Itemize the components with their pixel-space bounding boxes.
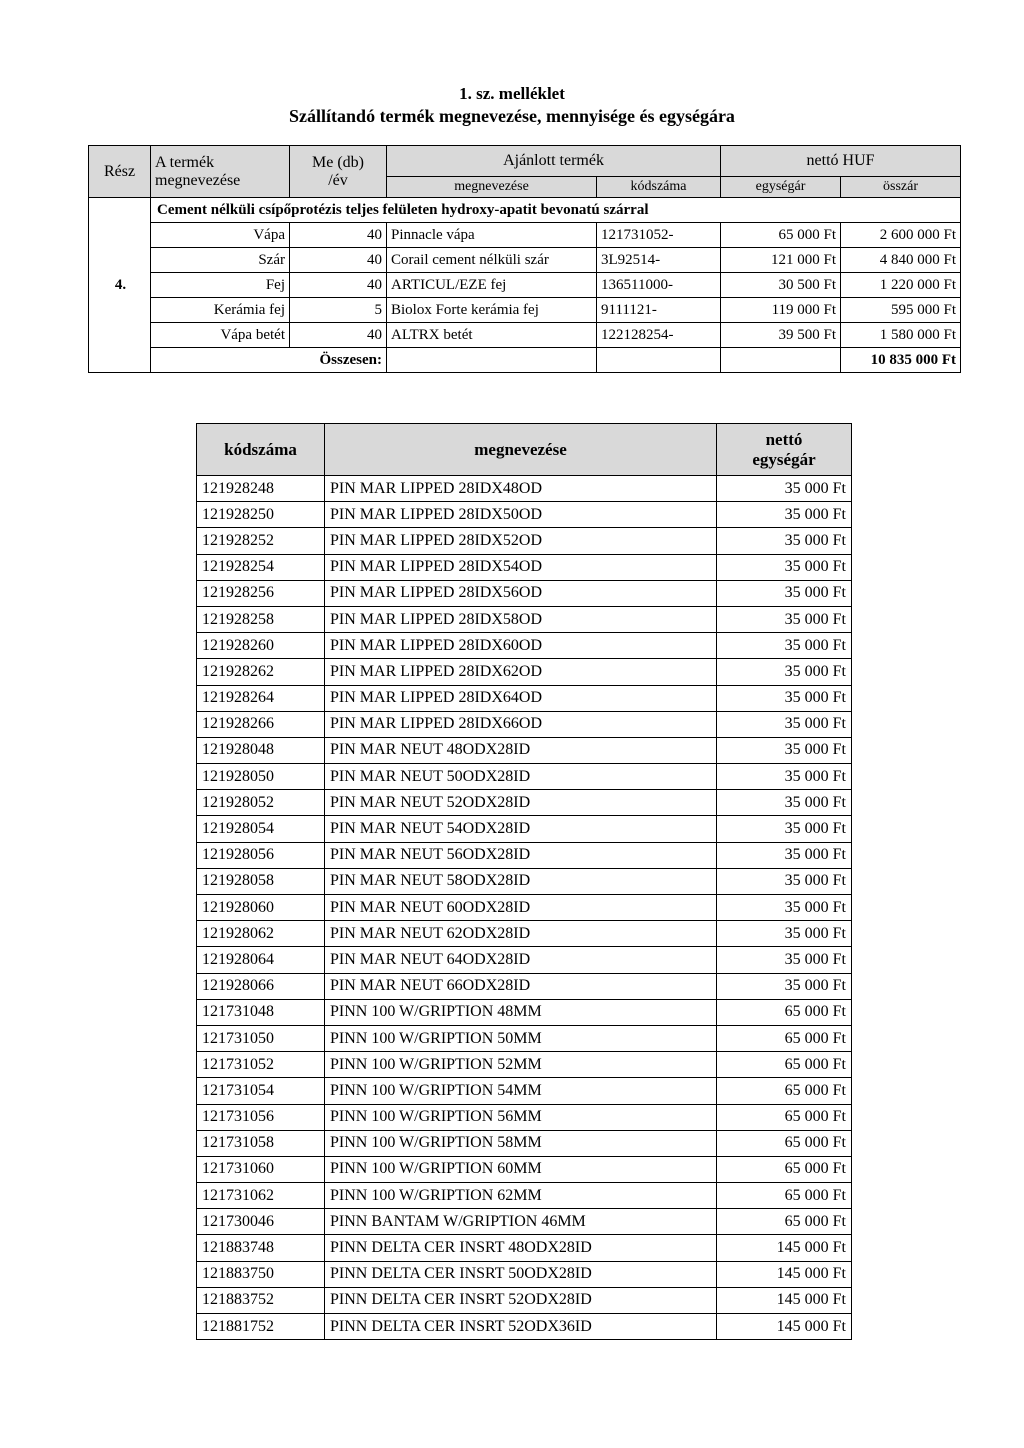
table-row: [197, 502, 852, 528]
product-code: 121928254: [197, 554, 325, 580]
product-name: PINN DELTA CER INSRT 48ODX28ID: [325, 1235, 717, 1261]
product-code: 121731056: [197, 1104, 325, 1130]
unit-price: 65 000 Ft: [717, 1156, 852, 1182]
table-row: [197, 816, 852, 842]
product-name: PIN MAR LIPPED 28IDX58OD: [325, 606, 717, 632]
document-title: Szállítandó termék megnevezése, mennyisége és egységára: [289, 106, 735, 126]
product-name: PIN MAR LIPPED 28IDX60OD: [325, 633, 717, 659]
product-code: 121928058: [197, 868, 325, 894]
unit-price: 119 000 Ft: [721, 298, 841, 323]
product-code: 121928064: [197, 947, 325, 973]
product-type: Szár: [151, 248, 290, 273]
product-code: 121928060: [197, 895, 325, 921]
empty-cell: [597, 348, 721, 373]
empty-cell: [721, 348, 841, 373]
product-name: PIN MAR LIPPED 28IDX56OD: [325, 580, 717, 606]
attachment-number: 1. sz. melléklet: [459, 84, 565, 103]
table-row: [197, 1287, 852, 1313]
unit-price: 35 000 Ft: [717, 895, 852, 921]
unit-price: 65 000 Ft: [717, 1052, 852, 1078]
product-name: PIN MAR LIPPED 28IDX54OD: [325, 554, 717, 580]
header-price-line2: egységár: [752, 449, 816, 469]
unit-price: 35 000 Ft: [717, 580, 852, 606]
unit-price: 35 000 Ft: [717, 476, 852, 502]
quantity: 40: [290, 248, 387, 273]
header-price: [717, 424, 852, 476]
unit-price: 39 500 Ft: [721, 323, 841, 348]
table-row: [197, 685, 852, 711]
unit-price: 35 000 Ft: [717, 790, 852, 816]
table-row: [197, 1104, 852, 1130]
product-code: 121731062: [197, 1183, 325, 1209]
unit-price: 35 000 Ft: [717, 842, 852, 868]
product-code: 121883752: [197, 1287, 325, 1313]
product-name: PINN 100 W/GRIPTION 50MM: [325, 1025, 717, 1051]
unit-price: 145 000 Ft: [717, 1235, 852, 1261]
table-row: [197, 580, 852, 606]
product-name: PINN 100 W/GRIPTION 56MM: [325, 1104, 717, 1130]
unit-price: 30 500 Ft: [721, 273, 841, 298]
unit-price: 65 000 Ft: [717, 1104, 852, 1130]
unit-price: 35 000 Ft: [717, 816, 852, 842]
resz-number: 4.: [89, 198, 151, 373]
product-name: PIN MAR NEUT 60ODX28ID: [325, 895, 717, 921]
unit-price: 35 000 Ft: [717, 685, 852, 711]
total-label: Összesen:: [151, 348, 387, 373]
unit-price: 65 000 Ft: [717, 999, 852, 1025]
table-row: [197, 842, 852, 868]
product-code: 121928056: [197, 842, 325, 868]
product-name: PIN MAR NEUT 54ODX28ID: [325, 816, 717, 842]
header-name: megnevezése: [325, 424, 717, 476]
table-row: [197, 528, 852, 554]
product-code: 122128254-: [597, 323, 721, 348]
unit-price: 35 000 Ft: [717, 606, 852, 632]
total-price: 1 580 000 Ft: [841, 323, 961, 348]
table-row: [89, 298, 961, 323]
product-code: 121928062: [197, 921, 325, 947]
product-name: PINN DELTA CER INSRT 52ODX36ID: [325, 1314, 717, 1340]
table-row: [197, 633, 852, 659]
product-code: 121928258: [197, 606, 325, 632]
unit-price: 35 000 Ft: [717, 921, 852, 947]
table-row: [197, 737, 852, 763]
table-row: [197, 895, 852, 921]
unit-price: 35 000 Ft: [717, 554, 852, 580]
product-code: 9111121-: [597, 298, 721, 323]
product-name: PIN MAR LIPPED 28IDX64OD: [325, 685, 717, 711]
product-name: Corail cement nélküli szár: [387, 248, 597, 273]
unit-price: 65 000 Ft: [717, 1183, 852, 1209]
product-name: PIN MAR LIPPED 28IDX50OD: [325, 502, 717, 528]
product-code: 121731052-: [597, 223, 721, 248]
header-me-line1: Me (db): [312, 153, 364, 171]
product-code: 121928264: [197, 685, 325, 711]
table-row: [89, 273, 961, 298]
product-code: 121928054: [197, 816, 325, 842]
product-name: Pinnacle vápa: [387, 223, 597, 248]
product-code: 121928050: [197, 764, 325, 790]
product-code: 121881752: [197, 1314, 325, 1340]
unit-price: 35 000 Ft: [717, 973, 852, 999]
unit-price: 35 000 Ft: [717, 711, 852, 737]
table-row: [89, 248, 961, 273]
quantity: 5: [290, 298, 387, 323]
product-name: PINN 100 W/GRIPTION 62MM: [325, 1183, 717, 1209]
unit-price: 35 000 Ft: [717, 659, 852, 685]
total-price: 1 220 000 Ft: [841, 273, 961, 298]
table-row: [197, 999, 852, 1025]
product-type: Vápa betét: [151, 323, 290, 348]
table-row: [197, 868, 852, 894]
unit-price: 121 000 Ft: [721, 248, 841, 273]
table-row: [197, 947, 852, 973]
product-name: PIN MAR LIPPED 28IDX48OD: [325, 476, 717, 502]
product-code: 121928252: [197, 528, 325, 554]
product-name: PIN MAR NEUT 66ODX28ID: [325, 973, 717, 999]
product-code: 121883748: [197, 1235, 325, 1261]
unit-price: 35 000 Ft: [717, 502, 852, 528]
total-price: 595 000 Ft: [841, 298, 961, 323]
header-netto-huf: nettó HUF: [721, 146, 961, 177]
header-egysegar: egységár: [721, 177, 841, 198]
product-code: 121928250: [197, 502, 325, 528]
product-code: 121883750: [197, 1261, 325, 1287]
product-type: Vápa: [151, 223, 290, 248]
product-code: 121928262: [197, 659, 325, 685]
product-code: 121730046: [197, 1209, 325, 1235]
header-me: [290, 146, 387, 198]
header-price-line1: nettó: [765, 429, 803, 449]
product-code: 121928248: [197, 476, 325, 502]
table-row: [197, 1314, 852, 1340]
product-name: PIN MAR NEUT 56ODX28ID: [325, 842, 717, 868]
product-name: PIN MAR NEUT 48ODX28ID: [325, 737, 717, 763]
header-me-line2: /év: [328, 171, 348, 189]
header-osszar: összár: [841, 177, 961, 198]
unit-price: 35 000 Ft: [717, 868, 852, 894]
unit-price: 65 000 Ft: [717, 1209, 852, 1235]
product-code: 121731060: [197, 1156, 325, 1182]
product-code: 121731058: [197, 1130, 325, 1156]
quantity: 40: [290, 323, 387, 348]
product-name: PINN 100 W/GRIPTION 58MM: [325, 1130, 717, 1156]
table-row: [197, 1261, 852, 1287]
table-row: [197, 1235, 852, 1261]
product-name: PIN MAR LIPPED 28IDX52OD: [325, 528, 717, 554]
product-code: 121731050: [197, 1025, 325, 1051]
product-code: 121731054: [197, 1078, 325, 1104]
product-name: PIN MAR LIPPED 28IDX66OD: [325, 711, 717, 737]
unit-price: 35 000 Ft: [717, 764, 852, 790]
product-type: Kerámia fej: [151, 298, 290, 323]
unit-price: 35 000 Ft: [717, 737, 852, 763]
grand-total: 10 835 000 Ft: [841, 348, 961, 373]
product-code-list-table: [196, 423, 852, 1340]
product-code: 121928266: [197, 711, 325, 737]
table-row: [197, 554, 852, 580]
product-name: PINN 100 W/GRIPTION 48MM: [325, 999, 717, 1025]
product-code: 3L92514-: [597, 248, 721, 273]
product-code: 121928260: [197, 633, 325, 659]
table-row: [197, 659, 852, 685]
product-code: 136511000-: [597, 273, 721, 298]
table-row: [197, 790, 852, 816]
unit-price: 145 000 Ft: [717, 1261, 852, 1287]
table-row: [197, 1025, 852, 1051]
category-title: Cement nélküli csípőprotézis teljes felületen hydroxy-apatit bevonatú szárral: [151, 198, 961, 223]
unit-price: 35 000 Ft: [717, 528, 852, 554]
product-name: PINN DELTA CER INSRT 50ODX28ID: [325, 1261, 717, 1287]
table-row: [197, 973, 852, 999]
product-name: PIN MAR NEUT 50ODX28ID: [325, 764, 717, 790]
table-row: [197, 1078, 852, 1104]
table-row: [197, 1052, 852, 1078]
total-price: 2 600 000 Ft: [841, 223, 961, 248]
total-row: [89, 348, 961, 373]
product-name: PIN MAR NEUT 64ODX28ID: [325, 947, 717, 973]
unit-price: 65 000 Ft: [721, 223, 841, 248]
product-name: PINN DELTA CER INSRT 52ODX28ID: [325, 1287, 717, 1313]
header-code: kódszáma: [197, 424, 325, 476]
unit-price: 35 000 Ft: [717, 633, 852, 659]
product-name: PIN MAR NEUT 58ODX28ID: [325, 868, 717, 894]
product-name: ALTRX betét: [387, 323, 597, 348]
product-name: PINN 100 W/GRIPTION 54MM: [325, 1078, 717, 1104]
total-price: 4 840 000 Ft: [841, 248, 961, 273]
product-name: Biolox Forte kerámia fej: [387, 298, 597, 323]
table-row: [89, 323, 961, 348]
product-name: PINN 100 W/GRIPTION 60MM: [325, 1156, 717, 1182]
table-row: [197, 1209, 852, 1235]
product-code: 121928066: [197, 973, 325, 999]
header-kodszama: kódszáma: [597, 177, 721, 198]
table-row: [197, 606, 852, 632]
header-megnevezese: megnevezése: [387, 177, 597, 198]
header-termek-line2: megnevezése: [155, 171, 241, 189]
table-row: [197, 1156, 852, 1182]
unit-price: 65 000 Ft: [717, 1130, 852, 1156]
table-row: [197, 1183, 852, 1209]
unit-price: 145 000 Ft: [717, 1287, 852, 1313]
product-code: 121928052: [197, 790, 325, 816]
unit-price: 65 000 Ft: [717, 1078, 852, 1104]
table-row: [197, 764, 852, 790]
product-list-body: [197, 476, 852, 1340]
quantity: 40: [290, 223, 387, 248]
header-termek-line1: A termék: [155, 153, 215, 171]
product-name: ARTICUL/EZE fej: [387, 273, 597, 298]
product-code: 121928256: [197, 580, 325, 606]
offer-summary-table: [88, 145, 961, 373]
unit-price: 145 000 Ft: [717, 1314, 852, 1340]
product-name: PINN 100 W/GRIPTION 52MM: [325, 1052, 717, 1078]
header-ajanlott: Ajánlott termék: [387, 146, 721, 177]
empty-cell: [387, 348, 597, 373]
product-code: 121731048: [197, 999, 325, 1025]
table-row: [197, 476, 852, 502]
header-termek: [151, 146, 290, 198]
product-code: 121731052: [197, 1052, 325, 1078]
unit-price: 35 000 Ft: [717, 947, 852, 973]
header-resz: Rész: [89, 146, 151, 198]
unit-price: 65 000 Ft: [717, 1025, 852, 1051]
product-name: PIN MAR NEUT 52ODX28ID: [325, 790, 717, 816]
product-code: 121928048: [197, 737, 325, 763]
product-type: Fej: [151, 273, 290, 298]
table-row: [197, 921, 852, 947]
product-name: PIN MAR LIPPED 28IDX62OD: [325, 659, 717, 685]
table-row: [197, 1130, 852, 1156]
table-row: [89, 223, 961, 248]
product-name: PIN MAR NEUT 62ODX28ID: [325, 921, 717, 947]
quantity: 40: [290, 273, 387, 298]
table-row: [197, 711, 852, 737]
product-name: PINN BANTAM W/GRIPTION 46MM: [325, 1209, 717, 1235]
